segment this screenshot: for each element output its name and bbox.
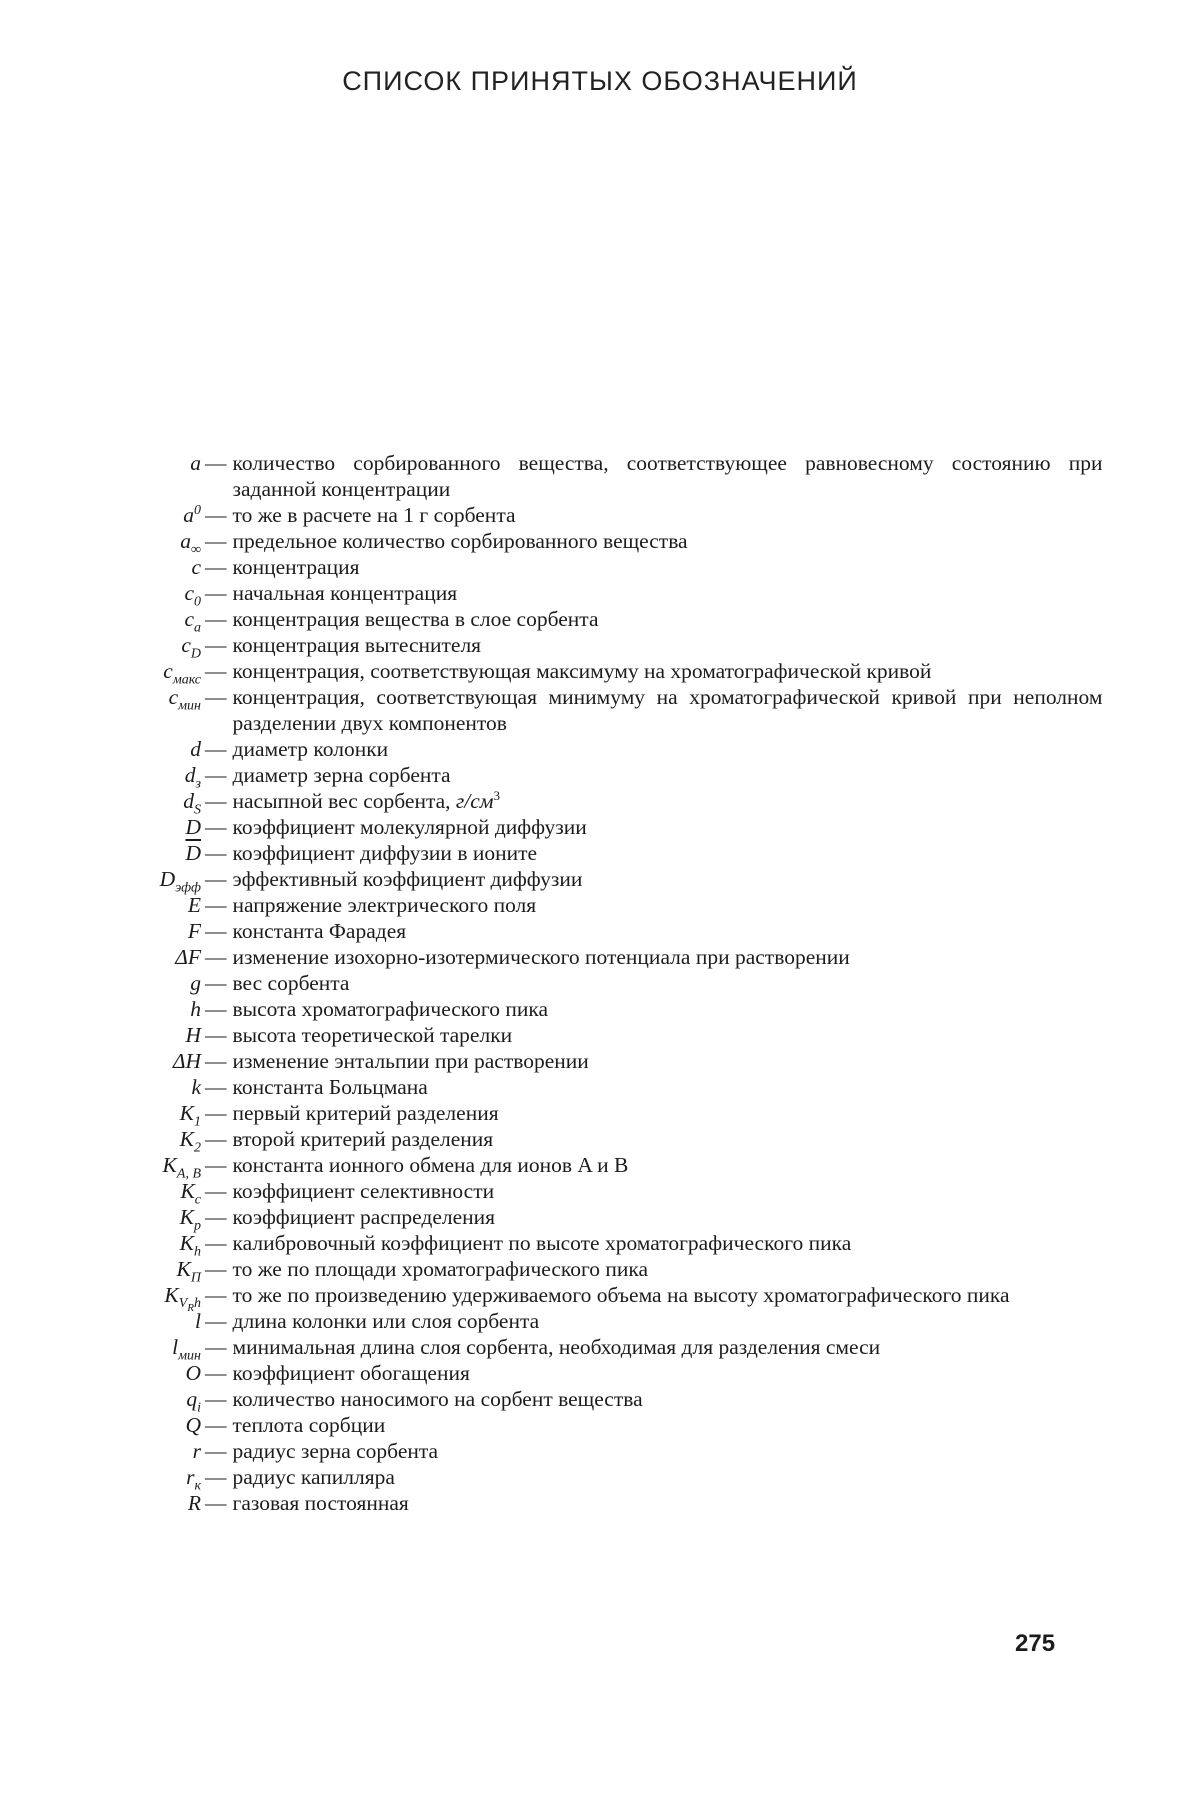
notation-definition: константа Больцмана: [232, 1075, 428, 1099]
notation-definition: напряжение электрического поля: [232, 893, 537, 917]
notation-definition: коэффициент распределения: [232, 1205, 496, 1229]
notation-definition: изменение энтальпии при растворении: [232, 1049, 589, 1073]
notation-dash: —: [205, 1049, 227, 1073]
notation-symbol: Q: [185, 1413, 201, 1438]
notation-dash: —: [205, 737, 227, 761]
notation-symbol: a: [190, 451, 201, 475]
notation-symbol: d: [190, 737, 201, 761]
notation-symbol: $D_{эфф}$: [159, 867, 201, 896]
notation-symbol: R: [187, 1491, 201, 1516]
notation-symbol: $K_p$: [179, 1205, 201, 1234]
notation-entry: [0, 450, 1200, 502]
notation-dash: —: [205, 607, 227, 631]
notation-definition: концентрация вытеснителя: [232, 633, 482, 657]
notation-dash: —: [205, 841, 227, 865]
notation-definition: константа Фарадея: [232, 919, 407, 943]
notation-dash: —: [205, 1075, 227, 1099]
notation-definition: концентрация, соответствующая минимуму на хроматографической кривой при неполном разделении двух компонентов: [232, 685, 1103, 735]
symbol-list: [0, 450, 1200, 1516]
notation-entry: [0, 970, 1200, 996]
notation-dash: —: [205, 555, 227, 579]
notation-dash: —: [205, 997, 227, 1021]
notation-symbol: $a_\infty$: [180, 529, 201, 558]
notation-symbol: g: [190, 971, 201, 995]
notation-entry: [0, 1022, 1200, 1048]
notation-entry: [0, 944, 1200, 970]
notation-symbol: $\overline{D}$: [185, 841, 201, 865]
notation-entry: [0, 684, 1200, 736]
notation-dash: —: [205, 503, 227, 527]
notation-definition: высота теоретической тарелки: [232, 1023, 513, 1047]
notation-definition: коэффициент обогащения: [232, 1361, 470, 1386]
notation-dash: —: [205, 1257, 227, 1281]
notation-entry: [0, 1074, 1200, 1100]
notation-symbol: k: [191, 1075, 201, 1099]
notation-symbol: $a^0$: [183, 502, 201, 527]
notation-definition: то же по произведению удерживаемого объема на высоту хроматографического пика: [232, 1283, 1010, 1307]
notation-entry: [0, 866, 1200, 896]
notation-entry: [0, 1100, 1200, 1130]
notation-symbol: $c_{мин}$: [168, 685, 201, 714]
notation-entry: [0, 1412, 1200, 1438]
notation-definition: то же в расчете на 1 г сорбента: [232, 503, 516, 527]
notation-symbol: $c_a$: [184, 607, 201, 636]
notation-definition: насыпной вес сорбента, $г/см^3$: [232, 787, 501, 813]
notation-entry: [0, 1464, 1200, 1494]
notation-dash: —: [205, 659, 227, 683]
notation-dash: —: [205, 867, 227, 891]
notation-symbol: D: [185, 815, 201, 839]
notation-definition: минимальная длина слоя сорбента, необходимая для разделения смеси: [232, 1335, 881, 1360]
notation-definition: то же по площади хроматографического пика: [232, 1257, 649, 1281]
notation-definition: первый критерий разделения: [232, 1101, 499, 1125]
notation-symbol: $K_h$: [179, 1231, 201, 1260]
notation-entry: [0, 996, 1200, 1022]
notation-symbol: r: [192, 1439, 201, 1464]
notation-dash: —: [205, 1231, 227, 1255]
notation-definition: изменение изохорно-изотермического потенциала при растворении: [232, 945, 850, 969]
notation-entry: [0, 736, 1200, 762]
notation-symbol: $r_к$: [186, 1465, 201, 1494]
notation-dash: —: [205, 529, 227, 553]
notation-definition: концентрация, соответствующая максимуму на хроматографической кривой: [232, 659, 932, 683]
notation-entry: [0, 1178, 1200, 1208]
notation-dash: —: [205, 1439, 227, 1464]
notation-definition: высота хроматографического пика: [232, 997, 548, 1021]
notation-dash: —: [205, 1283, 227, 1307]
notation-entry: [0, 528, 1200, 558]
notation-definition: эффективный коэффициент диффузии: [232, 867, 583, 891]
notation-symbol: $K_c$: [180, 1179, 201, 1208]
notation-entry: [0, 580, 1200, 610]
notation-entry: [0, 1360, 1200, 1386]
notation-dash: —: [205, 919, 227, 943]
notation-definition: начальная концентрация: [232, 581, 458, 605]
notation-dash: —: [205, 1361, 227, 1386]
page-title: СПИСОК ПРИНЯТЫХ ОБОЗНАЧЕНИЙ: [342, 66, 858, 96]
notation-definition: диаметр колонки: [232, 737, 389, 761]
notation-definition: коэффициент селективности: [232, 1179, 495, 1203]
notation-entry: [0, 1204, 1200, 1234]
notation-dash: —: [205, 1387, 227, 1412]
notation-symbol: $c_0$: [184, 581, 201, 610]
notation-entry: [0, 1490, 1200, 1516]
notation-symbol: $d_S$: [183, 789, 201, 818]
notation-dash: —: [205, 581, 227, 605]
notation-dash: —: [205, 893, 227, 917]
notation-definition: радиус капилляра: [232, 1465, 395, 1490]
notation-definition: количество сорбированного вещества, соответствующее равновесному состоянию при заданной концентрации: [232, 451, 1103, 501]
notation-entry: [0, 1386, 1200, 1416]
notation-definition: вес сорбента: [232, 971, 350, 995]
notation-entry: [0, 554, 1200, 580]
notation-symbol: c: [191, 555, 201, 579]
notation-symbol: $c_D$: [181, 633, 201, 662]
notation-dash: —: [205, 789, 227, 813]
notation-definition: диаметр зерна сорбента: [232, 763, 451, 787]
notation-definition: количество наносимого на сорбент вещества: [232, 1387, 643, 1412]
notation-dash: —: [205, 1465, 227, 1490]
notation-entry: [0, 658, 1200, 688]
notation-dash: —: [205, 1101, 227, 1125]
notation-dash: —: [205, 1205, 227, 1229]
notation-symbol: $c_{макс}$: [163, 659, 201, 688]
notation-dash: —: [205, 633, 227, 657]
notation-dash: —: [205, 1335, 227, 1360]
notation-symbol: O: [185, 1361, 201, 1386]
notation-definition: концентрация: [232, 555, 360, 579]
notation-dash: —: [205, 1127, 227, 1151]
notation-entry: [0, 787, 1200, 818]
notation-symbol: $d_з$: [184, 763, 201, 792]
notation-entry: [0, 1334, 1200, 1364]
notation-definition: константа ионного обмена для ионов A и B: [232, 1153, 629, 1177]
notation-entry: [0, 1048, 1200, 1074]
notation-entry: [0, 1230, 1200, 1260]
notation-definition: второй критерий разделения: [232, 1127, 494, 1151]
notation-symbol: $l_{мин}$: [172, 1335, 201, 1364]
notation-symbol: $K_{V_Rh}$: [164, 1283, 201, 1315]
notation-dash: —: [205, 815, 227, 839]
notation-dash: —: [205, 451, 227, 475]
notation-definition: коэффициент диффузии в ионите: [232, 841, 538, 865]
notation-symbol: E: [187, 893, 201, 917]
notation-entry: [0, 1438, 1200, 1464]
notation-definition: концентрация вещества в слое сорбента: [232, 607, 599, 631]
notation-dash: —: [205, 1023, 227, 1047]
notation-dash: —: [205, 1153, 227, 1177]
notation-entry: [0, 1308, 1200, 1334]
notation-definition: коэффициент молекулярной диффузии: [232, 815, 587, 839]
page-number: 275: [1015, 1630, 1056, 1657]
notation-symbol: $q_i$: [186, 1387, 201, 1416]
notation-symbol: h: [190, 997, 201, 1021]
notation-entry: [0, 502, 1200, 528]
notation-entry: [0, 840, 1200, 866]
notation-symbol: H: [185, 1023, 201, 1047]
notation-dash: —: [205, 945, 227, 969]
notation-definition: газовая постоянная: [232, 1491, 409, 1516]
notation-entry: [0, 632, 1200, 662]
notation-symbol: ΔF: [175, 945, 201, 969]
notation-entry: [0, 1126, 1200, 1156]
notation-definition: калибровочный коэффициент по высоте хроматографического пика: [232, 1231, 852, 1255]
notation-dash: —: [205, 971, 227, 995]
notation-symbol: $K_2$: [179, 1127, 201, 1156]
notation-symbol: F: [187, 919, 201, 943]
notation-dash: —: [205, 763, 227, 787]
notation-symbol: l: [195, 1309, 201, 1334]
notation-entry: [0, 1282, 1200, 1315]
notation-symbol: $K_{A, B}$: [162, 1153, 201, 1182]
notation-entry: [0, 606, 1200, 636]
notation-entry: [0, 762, 1200, 792]
notation-entry: [0, 918, 1200, 944]
notation-dash: —: [205, 1491, 227, 1516]
notation-entry: [0, 1152, 1200, 1182]
notation-entry: [0, 1256, 1200, 1286]
notation-definition: радиус зерна сорбента: [232, 1439, 439, 1464]
notation-symbol: $K_П$: [176, 1257, 201, 1286]
notation-dash: —: [205, 685, 227, 709]
notation-entry: [0, 892, 1200, 918]
notation-definition: теплота сорбции: [232, 1413, 386, 1438]
notation-dash: —: [205, 1413, 227, 1438]
notation-symbol: $K_1$: [179, 1101, 201, 1130]
notation-definition: предельное количество сорбированного вещества: [232, 529, 688, 553]
notation-symbol: ΔH: [172, 1049, 201, 1073]
notation-dash: —: [205, 1179, 227, 1203]
notation-definition: длина колонки или слоя сорбента: [232, 1309, 540, 1334]
notation-entry: [0, 814, 1200, 840]
notation-dash: —: [205, 1309, 227, 1334]
